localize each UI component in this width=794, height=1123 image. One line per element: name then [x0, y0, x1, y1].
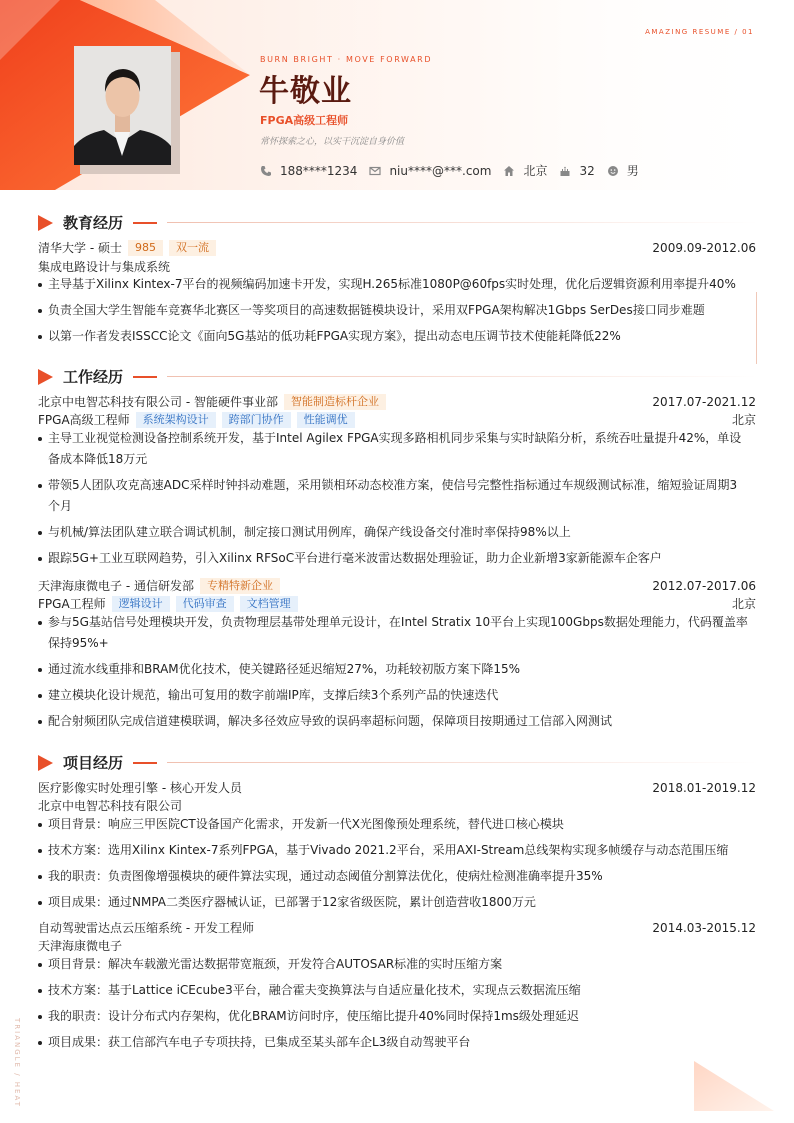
- skill-tag: 跨部门协作: [222, 412, 291, 428]
- contact-age: [559, 164, 594, 178]
- list-item: 技术方案：选用Xilinx Kintex-7系列FPGA，基于Vivado 2021.2平台，采用AXI-Stream总线架构实现多帧缓存与动态范围压缩: [38, 840, 748, 861]
- phone-icon: [260, 165, 272, 177]
- school-name: 清华大学 - 硕士: [38, 241, 122, 255]
- project-head: [38, 779, 756, 796]
- major-name: 集成电路设计与集成系统: [38, 260, 171, 274]
- section-work: [38, 366, 758, 387]
- section-line: [167, 376, 758, 377]
- project-name: 自动驾驶雷达点云压缩系统 - 开发工程师: [38, 921, 254, 935]
- list-item: 我的职责：设计分布式内存架构，优化BRAM访问时序，使压缩比提升40%同时保持1ms级处理延迟: [38, 1006, 748, 1027]
- contact-city: [503, 162, 547, 179]
- contact-text: niu****@***.com: [389, 163, 492, 178]
- list-item: 带领5人团队攻克高速ADC采样时钟抖动难题，采用锁相环动态校准方案，使信号完整性指标通过车规级测试标准，缩短验证周期3个月: [38, 475, 748, 517]
- list-item: 项目背景：响应三甲医院CT设备国产化需求，开发新一代X光图像预处理系统，替代进口核心模块: [38, 814, 748, 835]
- school-tag: 双一流: [169, 240, 216, 256]
- skill-tag: 代码审查: [176, 596, 234, 612]
- list-item: 参与5G基站信号处理模块开发，负责物理层基带处理单元设计，在Intel Stratix 10平台上实现100Gbps数据处理能力，代码覆盖率保持95%+: [38, 612, 748, 654]
- contact-gender: [607, 162, 639, 179]
- list-item: 主导工业视觉检测设备控制系统开发，基于Intel Agilex FPGA实现多路相机同步采集与实时缺陷分析，系统吞吐量提升42%，单设备成本降低18万元: [38, 428, 748, 470]
- home-icon: [503, 165, 515, 177]
- project-date: 2018.01-2019.12: [652, 780, 756, 795]
- skill-tag: 文档管理: [240, 596, 298, 612]
- section-dash: [133, 222, 157, 224]
- corner-mark: AMAZING RESUME / 01: [645, 28, 754, 36]
- full-name: 牛敬业: [259, 74, 352, 109]
- education-bullets: [38, 274, 748, 352]
- project-head: [38, 919, 756, 936]
- company-name: 天津海康微电子 - 通信研发部: [38, 579, 194, 593]
- accent-bar: [756, 292, 757, 364]
- side-mark: TRIANGLE / HEAT: [13, 1018, 21, 1108]
- project-org-line: [38, 797, 756, 814]
- list-item: 负责全国大学生智能车竞赛华北赛区一等奖项目的高速数据链模块设计，采用双FPGA架构解决1Gbps SerDes接口同步难题: [38, 300, 748, 321]
- section-education: [38, 212, 758, 233]
- section-line: [167, 762, 758, 763]
- job-date: 2012.07-2017.06: [652, 578, 756, 593]
- job-subline: [38, 411, 756, 428]
- section-dash: [133, 762, 157, 764]
- mail-icon: [369, 165, 381, 177]
- contact-text: 北京: [523, 164, 548, 178]
- project-bullets: [38, 814, 748, 918]
- job-bullets: [38, 612, 748, 737]
- education-date: 2009.09-2012.06: [652, 240, 756, 255]
- list-item: 以第一作者发表ISSCC论文《面向5G基站的低功耗FPGA实现方案》，提出动态电压调节技术使能耗降低22%: [38, 326, 748, 347]
- project-date: 2014.03-2015.12: [652, 920, 756, 935]
- project-org: 天津海康微电子: [38, 939, 123, 953]
- education-major: [38, 258, 756, 275]
- contact-text: 男: [626, 164, 639, 178]
- list-item: 跟踪5G+工业互联网趋势，引入Xilinx RFSoC平台进行毫米波雷达数据处理验证，助力企业新增3家新能源车企客户: [38, 548, 748, 569]
- school-tag: 985: [128, 240, 163, 256]
- motto: 常怀探索之心，以实干沉淀自身价值: [260, 137, 405, 147]
- person-icon: [607, 165, 619, 177]
- education-head: [38, 239, 756, 256]
- cake-icon: [559, 165, 571, 177]
- contact-text: 188****1234: [280, 163, 358, 178]
- triangle-icon: [38, 215, 53, 231]
- skill-tag: 逻辑设计: [112, 596, 170, 612]
- section-projects: [38, 752, 758, 773]
- section-title: 项目经历: [63, 754, 124, 772]
- list-item: 主导基于Xilinx Kintex-7平台的视频编码加速卡开发，实现H.265标准1080P@60fps实时处理，优化后逻辑资源利用率提升40%: [38, 274, 748, 295]
- list-item: 我的职责：负责图像增强模块的硬件算法实现，通过动态阈值分割算法优化，使病灶检测准确率提升35%: [38, 866, 748, 887]
- avatar: [74, 46, 171, 165]
- job-location: 北京: [731, 413, 756, 427]
- job-position: FPGA工程师: [38, 597, 106, 611]
- job-subline: [38, 595, 756, 612]
- section-title: 教育经历: [63, 214, 124, 232]
- skill-tag: 系统架构设计: [136, 412, 216, 428]
- list-item: 建立模块化设计规范，输出可复用的数字前端IP库，支撑后续3个系列产品的快速迭代: [38, 685, 748, 706]
- job-bullets: [38, 428, 748, 574]
- job-position: FPGA高级工程师: [38, 413, 130, 427]
- triangle-icon: [38, 755, 53, 771]
- tagline: BURN BRIGHT · MOVE FORWARD: [260, 55, 433, 64]
- section-dash: [133, 376, 157, 378]
- job-head: [38, 393, 756, 410]
- section-line: [167, 222, 758, 223]
- list-item: 与机械/算法团队建立联合调试机制，制定接口测试用例库，确保产线设备交付准时率保持98%以上: [38, 522, 748, 543]
- company-tag: 智能制造标杆企业: [284, 394, 386, 410]
- job-date: 2017.07-2021.12: [652, 394, 756, 409]
- skill-tag: 性能调优: [297, 412, 355, 428]
- job-title: FPGA高级工程师: [260, 114, 349, 127]
- list-item: 项目成果：通过NMPA二类医疗器械认证，已部署于12家省级医院，累计创造营收1800万元: [38, 892, 748, 913]
- section-title: 工作经历: [63, 368, 124, 386]
- footer-triangle-decoration: [694, 1061, 774, 1111]
- list-item: 项目成果：获工信部汽车电子专项扶持，已集成至某头部车企L3级自动驾驶平台: [38, 1032, 748, 1053]
- contact-text: 32: [579, 163, 595, 178]
- project-org: 北京中电智芯科技有限公司: [38, 799, 183, 813]
- company-tag: 专精特新企业: [200, 578, 280, 594]
- job-location: 北京: [731, 597, 756, 611]
- triangle-icon: [38, 369, 53, 385]
- list-item: 项目背景：解决车载激光雷达数据带宽瓶颈，开发符合AUTOSAR标准的实时压缩方案: [38, 954, 748, 975]
- job-head: [38, 577, 756, 594]
- list-item: 通过流水线重排和BRAM优化技术，使关键路径延迟缩短27%，功耗较初版方案下降15%: [38, 659, 748, 680]
- contact-bar: [260, 162, 651, 179]
- contact-phone: [260, 164, 357, 178]
- list-item: 技术方案：基于Lattice iCEcube3平台，融合霍夫变换算法与自适应量化技术，实现点云数据流压缩: [38, 980, 748, 1001]
- project-bullets: [38, 954, 748, 1058]
- contact-email: [369, 164, 491, 178]
- company-name: 北京中电智芯科技有限公司 - 智能硬件事业部: [38, 395, 278, 409]
- list-item: 配合射频团队完成信道建模联调，解决多径效应导致的误码率超标问题，保障项目按期通过工信部入网测试: [38, 711, 748, 732]
- project-name: 医疗影像实时处理引擎 - 核心开发人员: [38, 781, 242, 795]
- project-org-line: [38, 937, 756, 954]
